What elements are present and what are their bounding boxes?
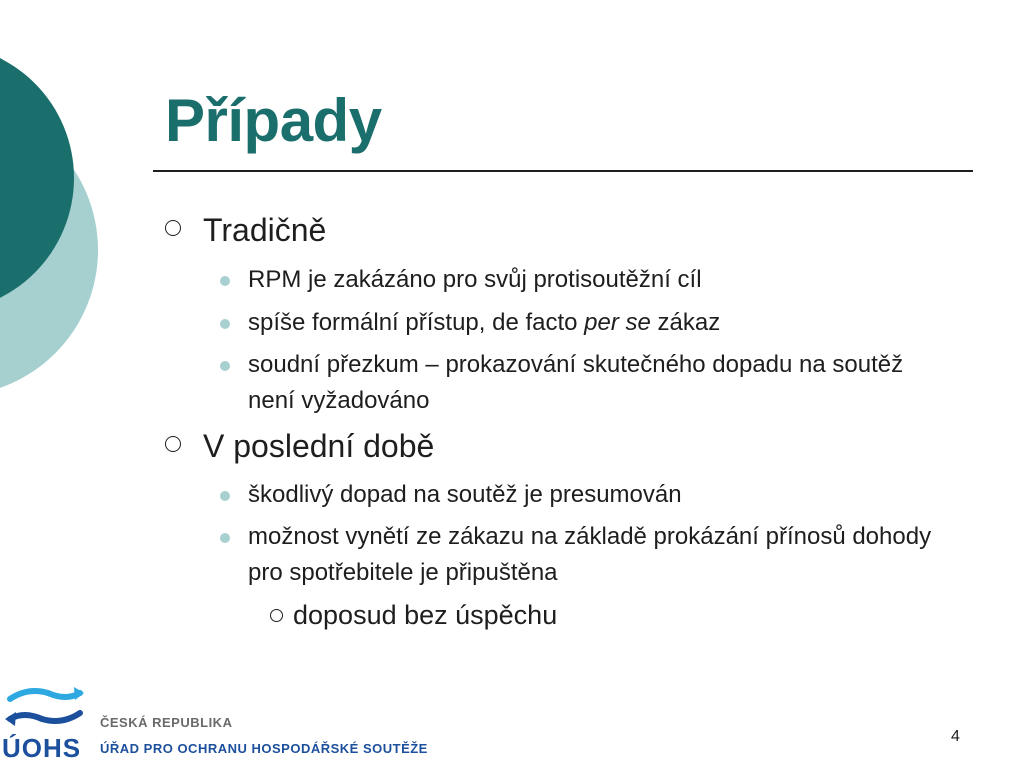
bullet-label: Tradičně	[203, 212, 327, 248]
footer-country: ČESKÁ REPUBLIKA	[100, 715, 233, 730]
sub-bullet-text: škodlivý dopad na soutěž je presumován	[248, 481, 682, 508]
sub-bullet-text: soudní přezkum – prokazování skutečného dopadu na soutěž není vyžadováno	[248, 351, 904, 414]
title-divider	[153, 170, 973, 172]
dot-bullet-icon	[220, 533, 230, 543]
text-plain: zákaz	[650, 309, 721, 336]
dot-bullet-icon	[220, 276, 230, 286]
sub-sub-bullet-text: doposud bez úspěchu	[293, 600, 558, 630]
text-plain: spíše formální přístup, de facto	[248, 309, 585, 336]
hollow-circle-bullet-icon	[165, 436, 181, 452]
arrows-icon	[0, 683, 90, 733]
text-italic: per se	[584, 309, 651, 336]
dot-bullet-icon	[220, 319, 230, 329]
page-number: 4	[951, 728, 960, 745]
decorative-circles	[0, 0, 110, 410]
sub-bullet-text	[248, 305, 938, 341]
hollow-circle-bullet-icon	[165, 220, 181, 236]
dot-bullet-icon	[220, 361, 230, 371]
sub-bullet-text: RPM je zakázáno pro svůj protisoutěžní cíl	[248, 266, 702, 293]
footer-office: ÚŘAD PRO OCHRANU HOSPODÁŘSKÉ SOUTĚŽE	[100, 741, 428, 756]
hollow-circle-bullet-icon	[270, 609, 283, 622]
bullet-label: V poslední době	[203, 428, 435, 464]
slide-title: Případy	[165, 87, 382, 154]
dot-bullet-icon	[220, 491, 230, 501]
sub-bullet-text: možnost vynětí ze zákazu na základě prokázání přínosů dohody pro spotřebitele je připuštěna	[248, 523, 932, 586]
logo-text: ÚOHS	[2, 733, 82, 763]
